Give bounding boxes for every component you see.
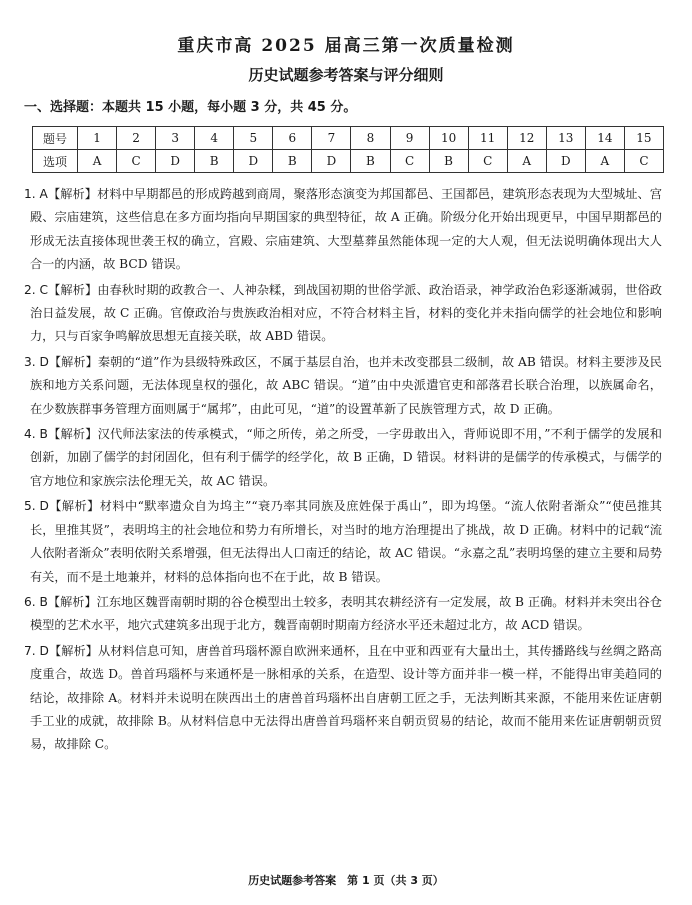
explanation-text: 【解析】秦朝的“道”作为县级特殊政区，不属于基层自治，也并未改变郡县二级制，故 AB 错误。材料主要涉及民族和地方关系问题，无法体现皇权的强化，故 ABC 错误。“道”由中央派遣官吏和部落君长联合治理，以族属命名，在少数族群事务管理方面则属于“属邦”，由此可见，“道”的设置革新了民族管理方式，故 D 正确。 xyxy=(30,354,662,416)
explanation-item xyxy=(24,423,662,493)
question-number: 11 xyxy=(468,127,507,150)
answer-option: B xyxy=(351,150,390,173)
explanation-text: 【解析】汉代师法家法的传承模式，“师之所传，弟之所受，一字毋敢出入，背师说即不用，”不利于儒学的发展和创新，加剧了儒学的封闭固化，但有利于儒学的经学化，故 B 正确，D 错误。材料讲的是儒学的传承模式，与儒学的官方地位和家族宗法伦理无关，故 AC 错误。 xyxy=(30,427,662,488)
explanation-item xyxy=(24,351,662,421)
explanation-text: 【解析】材料中早期都邑的形成跨越到商周，聚落形态演变为邦国都邑、王国都邑，建筑形态表现为大型城址、宫殿、宗庙建筑，这些信息在多方面均指向早期国家的典型特征，故 A 正确。阶级分化开始出现更早，中国早期都邑的形成无法直接体现世袭王权的确立，宫殿、宗庙建筑、大型墓葬虽然能体现一定的大人观，但无法说明确体现出大人合一的内涵，故 BCD 错误。 xyxy=(30,187,662,272)
section-heading-multiple-choice: 一、选择题：本题共 15 小题，每小题 3 分，共 45 分。 xyxy=(24,100,357,115)
answer-option: A xyxy=(507,150,546,173)
answer-option: D xyxy=(234,150,273,173)
explanation-number: 3. D xyxy=(24,354,49,369)
answer-option: C xyxy=(117,150,156,173)
answer-option: D xyxy=(546,150,585,173)
answer-option: B xyxy=(273,150,312,173)
question-number: 2 xyxy=(117,127,156,150)
explanation-item xyxy=(24,591,662,638)
question-number: 12 xyxy=(507,127,546,150)
answer-table-options-row xyxy=(33,150,664,173)
explanation-item xyxy=(24,640,662,757)
answer-option: D xyxy=(312,150,351,173)
explanation-number: 5. D xyxy=(24,499,49,514)
explanation-number: 6. B xyxy=(24,594,48,609)
document-title: 重庆市高 2025 届高三第一次质量检测 xyxy=(177,36,515,56)
question-number: 4 xyxy=(195,127,234,150)
answer-option: B xyxy=(195,150,234,173)
question-number: 1 xyxy=(78,127,117,150)
explanation-text: 【解析】材料中“默率遗众自为坞主”“衰乃率其同族及庶姓保于禹山”，即为坞堡。“流人依附者渐众”“使邑推其长，里推其贤”，表明坞主的社会地位和势力有所增长，对当时的地方治理提出了挑战，故 D 正确。材料中的记载“流人依附者渐众”表明依附关系增强，但无法得出人口南迁的结论，故 AC 错误。“永嘉之乱”表明坞堡的建立主要和局势有关，而不是土地兼并，材料的总体指向也不在于此，故 B 错误。 xyxy=(30,499,662,584)
question-number: 15 xyxy=(624,127,663,150)
question-number: 14 xyxy=(585,127,624,150)
explanation-number: 4. B xyxy=(24,427,48,442)
question-number: 10 xyxy=(429,127,468,150)
answer-option-label: 选项 xyxy=(33,150,78,173)
answer-option: C xyxy=(468,150,507,173)
page-footer: 历史试题参考答案 第 1 页（共 3 页） xyxy=(248,874,444,887)
answer-table-numbers-row xyxy=(33,127,664,150)
answer-table xyxy=(32,126,664,173)
answer-option: A xyxy=(78,150,117,173)
answer-option: C xyxy=(624,150,663,173)
answer-option: B xyxy=(429,150,468,173)
question-number: 5 xyxy=(234,127,273,150)
question-number: 3 xyxy=(156,127,195,150)
explanation-number: 1. A xyxy=(24,187,48,201)
question-number-label: 题号 xyxy=(33,127,78,150)
question-number: 7 xyxy=(312,127,351,150)
answer-option: D xyxy=(156,150,195,173)
question-number: 9 xyxy=(390,127,429,150)
answer-option: A xyxy=(585,150,624,173)
explanation-item xyxy=(24,183,662,277)
document-subtitle: 历史试题参考答案与评分细则 xyxy=(248,66,444,84)
explanation-list xyxy=(24,183,662,757)
question-number: 13 xyxy=(546,127,585,150)
explanation-number: 2. C xyxy=(24,282,49,297)
explanation-text: 【解析】由春秋时期的政教合一、人神杂糅，到战国初期的世俗学派、政治语录，神学政治色彩逐渐减弱，世俗政治日益发展，故 C 正确。官僚政治与贵族政治相对应，不符合材料主旨，材料的变化并未指向儒学的社会地位和影响力，只与百家争鸣解放思想无直接关联，故 ABD 错误。 xyxy=(30,282,662,344)
question-number: 8 xyxy=(351,127,390,150)
explanation-item xyxy=(24,279,662,349)
explanation-item xyxy=(24,495,662,589)
explanation-text: 【解析】江东地区魏晋南朝时期的谷仓模型出土较多，表明其农耕经济有一定发展，故 B 正确。材料并未突出谷仓模型的艺术水平，地穴式建筑多出现于北方，魏晋南朝时期南方经济水平还未超过北方，故 ACD 错误。 xyxy=(30,594,662,633)
answer-option: C xyxy=(390,150,429,173)
explanation-text: 【解析】从材料信息可知，唐兽首玛瑙杯源自欧洲来通杯，且在中亚和西亚有大量出土，其传播路线与丝绸之路高度重合，故选 D。兽首玛瑙杯与来通杯是一脉相承的关系，在造型、设计等方面并非一模一样，不能得出审美趋同的结论，故排除 A。材料并未说明在陕西出土的唐兽首玛瑙杯出自唐朝工匠之手，无法判断其来源，不能用来佐证唐朝手工业的成就，故排除 B。从材料信息中无法得出唐兽首玛瑙杯来自朝贡贸易的结论，故而不能用来佐证唐朝朝贡贸易，故排除 C。 xyxy=(30,643,662,752)
question-number: 6 xyxy=(273,127,312,150)
explanation-number: 7. D xyxy=(24,643,49,658)
